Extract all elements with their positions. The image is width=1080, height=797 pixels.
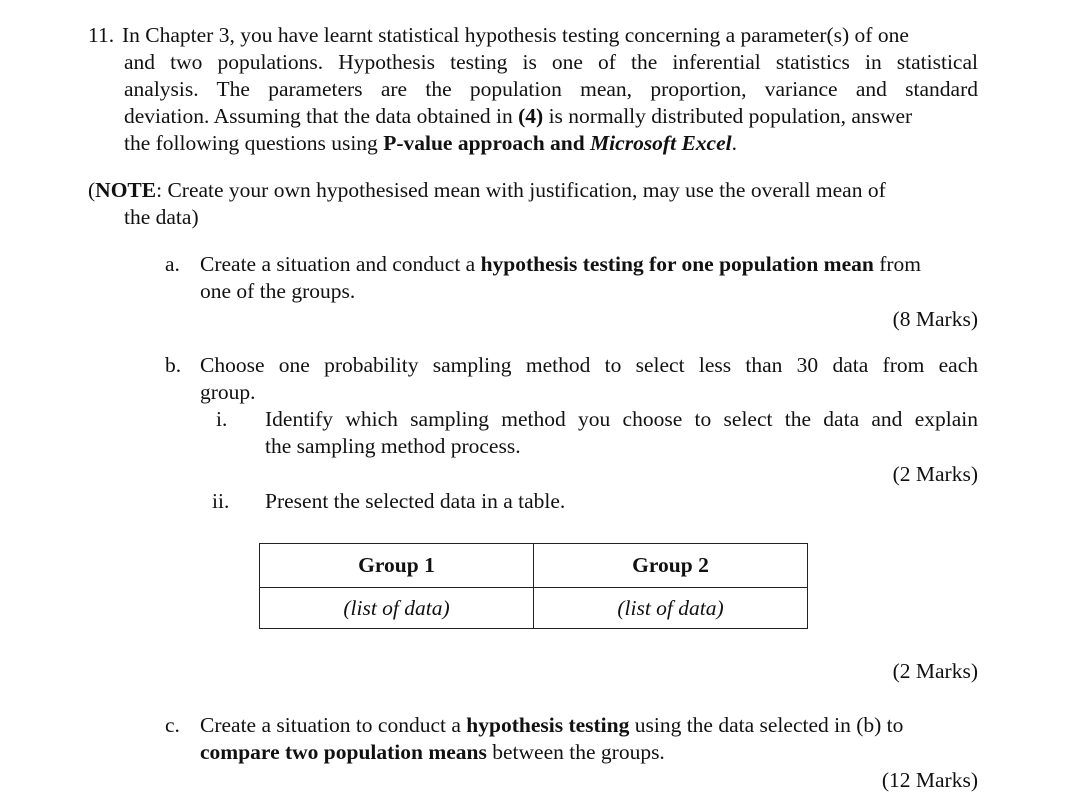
table-cell-group-2: (list of data) (534, 588, 808, 629)
table-header-group-1: Group 1 (260, 544, 534, 588)
part-a-bold: hypothesis testing for one population mean (480, 252, 874, 276)
question-line-1: In Chapter 3, you have learnt statistical hypothesis testing concerning a parameter(s) of one (122, 23, 909, 47)
question-line-4-ref: (4) (518, 104, 544, 128)
part-b-line-2: group. (200, 380, 256, 404)
table-header-row (260, 544, 808, 588)
part-a-marker: a. (165, 252, 180, 276)
part-b-i-marks: (2 Marks) (892, 462, 978, 486)
question-line-4-text-a: deviation. Assuming that the data obtained in (124, 104, 519, 128)
question-line-4-text-b: is normally distributed population, answer (543, 104, 913, 128)
table-row (260, 588, 808, 629)
part-a-line-2: one of the groups. (200, 279, 356, 303)
part-c-bold-a: hypothesis testing (466, 713, 630, 737)
part-c-marker: c. (165, 713, 180, 737)
part-c-bold-b: compare two population means (200, 740, 487, 764)
part-b-marker: b. (165, 353, 182, 377)
table-header-group-2: Group 2 (534, 544, 808, 588)
part-c-line-1: Create a situation to conduct a hypothesis testing using the data selected in (b) to (200, 713, 904, 737)
note-line-2: the data) (124, 205, 199, 229)
data-table (259, 543, 808, 629)
note-line-1: (NOTE: Create your own hypothesised mean with justification, may use the overall mean of (88, 178, 886, 202)
part-b-ii-text: Present the selected data in a table. (265, 489, 566, 513)
part-a-line-1: Create a situation and conduct a hypothesis testing for one population mean from (200, 252, 921, 276)
part-a-marks: (8 Marks) (892, 307, 978, 331)
question-number: 11. (88, 23, 115, 47)
part-b-i-line-1: Identify which sampling method you choose to select the data and explain (265, 407, 978, 431)
question-line-5-bold-italic: Microsoft Excel (590, 131, 732, 155)
question-line-5-end: . (731, 131, 737, 155)
part-b-i-line-2: the sampling method process. (265, 434, 521, 458)
question-line-5 (124, 130, 737, 157)
question-line-3: analysis. The parameters are the population mean, proportion, variance and standard (124, 77, 978, 101)
part-b-line-1: Choose one probability sampling method to select less than 30 data from each (200, 353, 978, 377)
question-line-5-text: the following questions using (124, 131, 384, 155)
question-line-5-bold: P-value approach and (383, 131, 591, 155)
question-line-2: and two populations. Hypothesis testing is one of the inferential statistics in statistical (124, 50, 978, 74)
part-b-ii-marker: ii. (212, 489, 230, 513)
part-b-ii-marks: (2 Marks) (892, 659, 978, 683)
part-c-marks: (12 Marks) (881, 768, 978, 792)
part-b-i-marker: i. (216, 407, 228, 431)
part-c-line-2: compare two population means between the groups. (200, 740, 665, 764)
question-line-4 (124, 103, 912, 130)
note-text: : Create your own hypothesised mean with justification, may use the overall mean of (156, 178, 886, 202)
note-label: NOTE (95, 178, 157, 202)
table-cell-group-1: (list of data) (260, 588, 534, 629)
